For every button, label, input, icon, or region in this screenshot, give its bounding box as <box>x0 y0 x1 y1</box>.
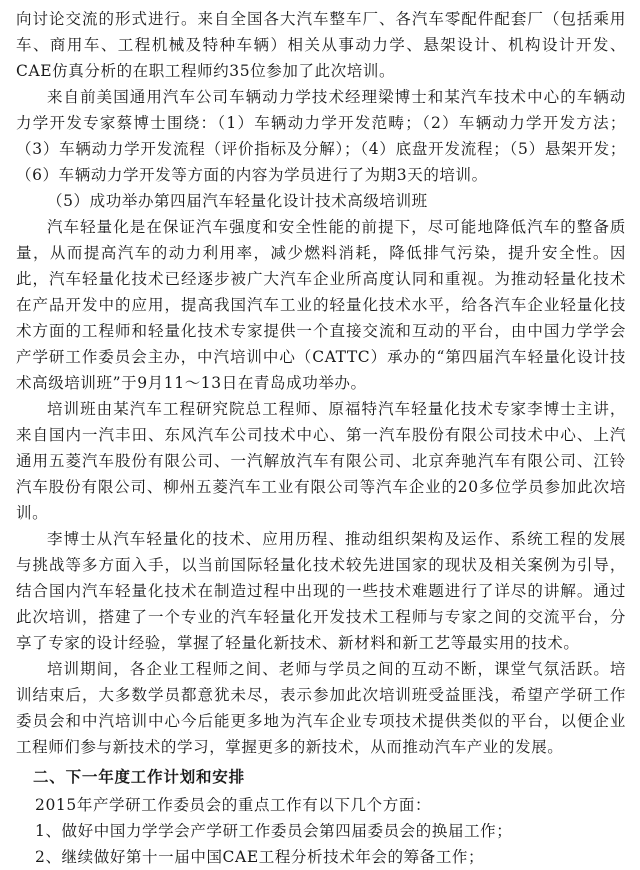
paragraph-lightweight-participants: 培训班由某汽车工程研究院总工程师、原福特汽车轻量化技术专家李博士主讲，来自国内一汽丰田、东风汽车公司技术中心、第一汽车股份有限公司技术中心、上汽通用五菱汽车股份有限公司、一汽解放汽车有限公司、北京奔驰汽车有限公司、江铃汽车股份有限公司、柳州五菱汽车工业有限公司等汽车企业的20多位学员参加此次培训。 <box>16 400 626 522</box>
paragraph-training-format: 向讨论交流的形式进行。来自全国各大汽车整车厂、各汽车零配件配套厂（包括乘用车、商用车、工程机械及特种车辆）相关从事动力学、悬架设计、机构设计开发、CAE仿真分析的在职工程师约35位参加了此次培训。 <box>16 10 626 80</box>
paragraph-lightweight-intro: 汽车轻量化是在保证汽车强度和安全性能的前提下，尽可能地降低汽车的整备质量，从而提高汽车的动力利用率，减少燃料消耗，降低排气污染，提升安全性。因此，汽车轻量化技术已经逐步被广大汽车企业所高度认同和重视。为推动轻量化技术在产品开发中的应用，提高我国汽车工业的轻量化技术水平，给各汽车企业轻量化技术方面的工程师和轻量化技术专家提供一个直接交流和互动的平台，由中国力学学会产学研工作委员会主办，中汽培训中心（CATTC）承办的“第四届汽车轻量化设计技术高级培训班”于9月11～13日在青岛成功举办。 <box>16 218 626 392</box>
paragraph-vehicle-dynamics-training: 来自前美国通用汽车公司车辆动力学技术经理梁博士和某汽车技术中心的车辆动力学开发专家蔡博士围绕：（1）车辆动力学开发范畴；（2）车辆动力学开发方法；（3）车辆动力学开发流程（评价指标及分解）；（4）底盘开发流程；（5）悬架开发；（6）车辆动力学开发等方面的内容为学员进行了为期3天的培训。 <box>16 88 626 184</box>
section-title-next-year-plan: 二、下一年度工作计划和安排 <box>33 768 245 786</box>
section-intro: 2015年产学研工作委员会的重点工作有以下几个方面： <box>35 796 432 814</box>
list-item: 2、继续做好第十一届中国CAE工程分析技术年会的筹备工作； <box>35 848 485 866</box>
paragraph-lightweight-feedback: 培训期间，各企业工程师之间、老师与学员之间的互动不断，课堂气氛活跃。培训结束后，大多数学员都意犹未尽，表示参加此次培训班受益匪浅，希望产学研工作委员会和中汽培训中心今后能更多地为汽车企业专项技术提供类似的平台，以便企业工程师们参与新技术的学习，掌握更多的新技术，从而推动汽车产业的发展。 <box>16 660 626 756</box>
subheading-lightweight-training: （5）成功举办第四届汽车轻量化设计技术高级培训班 <box>47 192 428 210</box>
paragraph-lightweight-content: 李博士从汽车轻量化的技术、应用历程、推动组织架构及运作、系统工程的发展与挑战等多方面入手，以当前国际轻量化技术较先进国家的现状及相关案例为引导，结合国内汽车轻量化技术在制造过程中出现的一些技术难题进行了详尽的讲解。通过此次培训，搭建了一个专业的汽车轻量化开发技术工程师与专家之间的交流平台，分享了专家的设计经验，掌握了轻量化新技术、新材料和新工艺等最实用的技术。 <box>16 530 626 652</box>
list-item: 1、做好中国力学学会产学研工作委员会第四届委员会的换届工作； <box>35 822 513 840</box>
document-page <box>16 6 626 870</box>
